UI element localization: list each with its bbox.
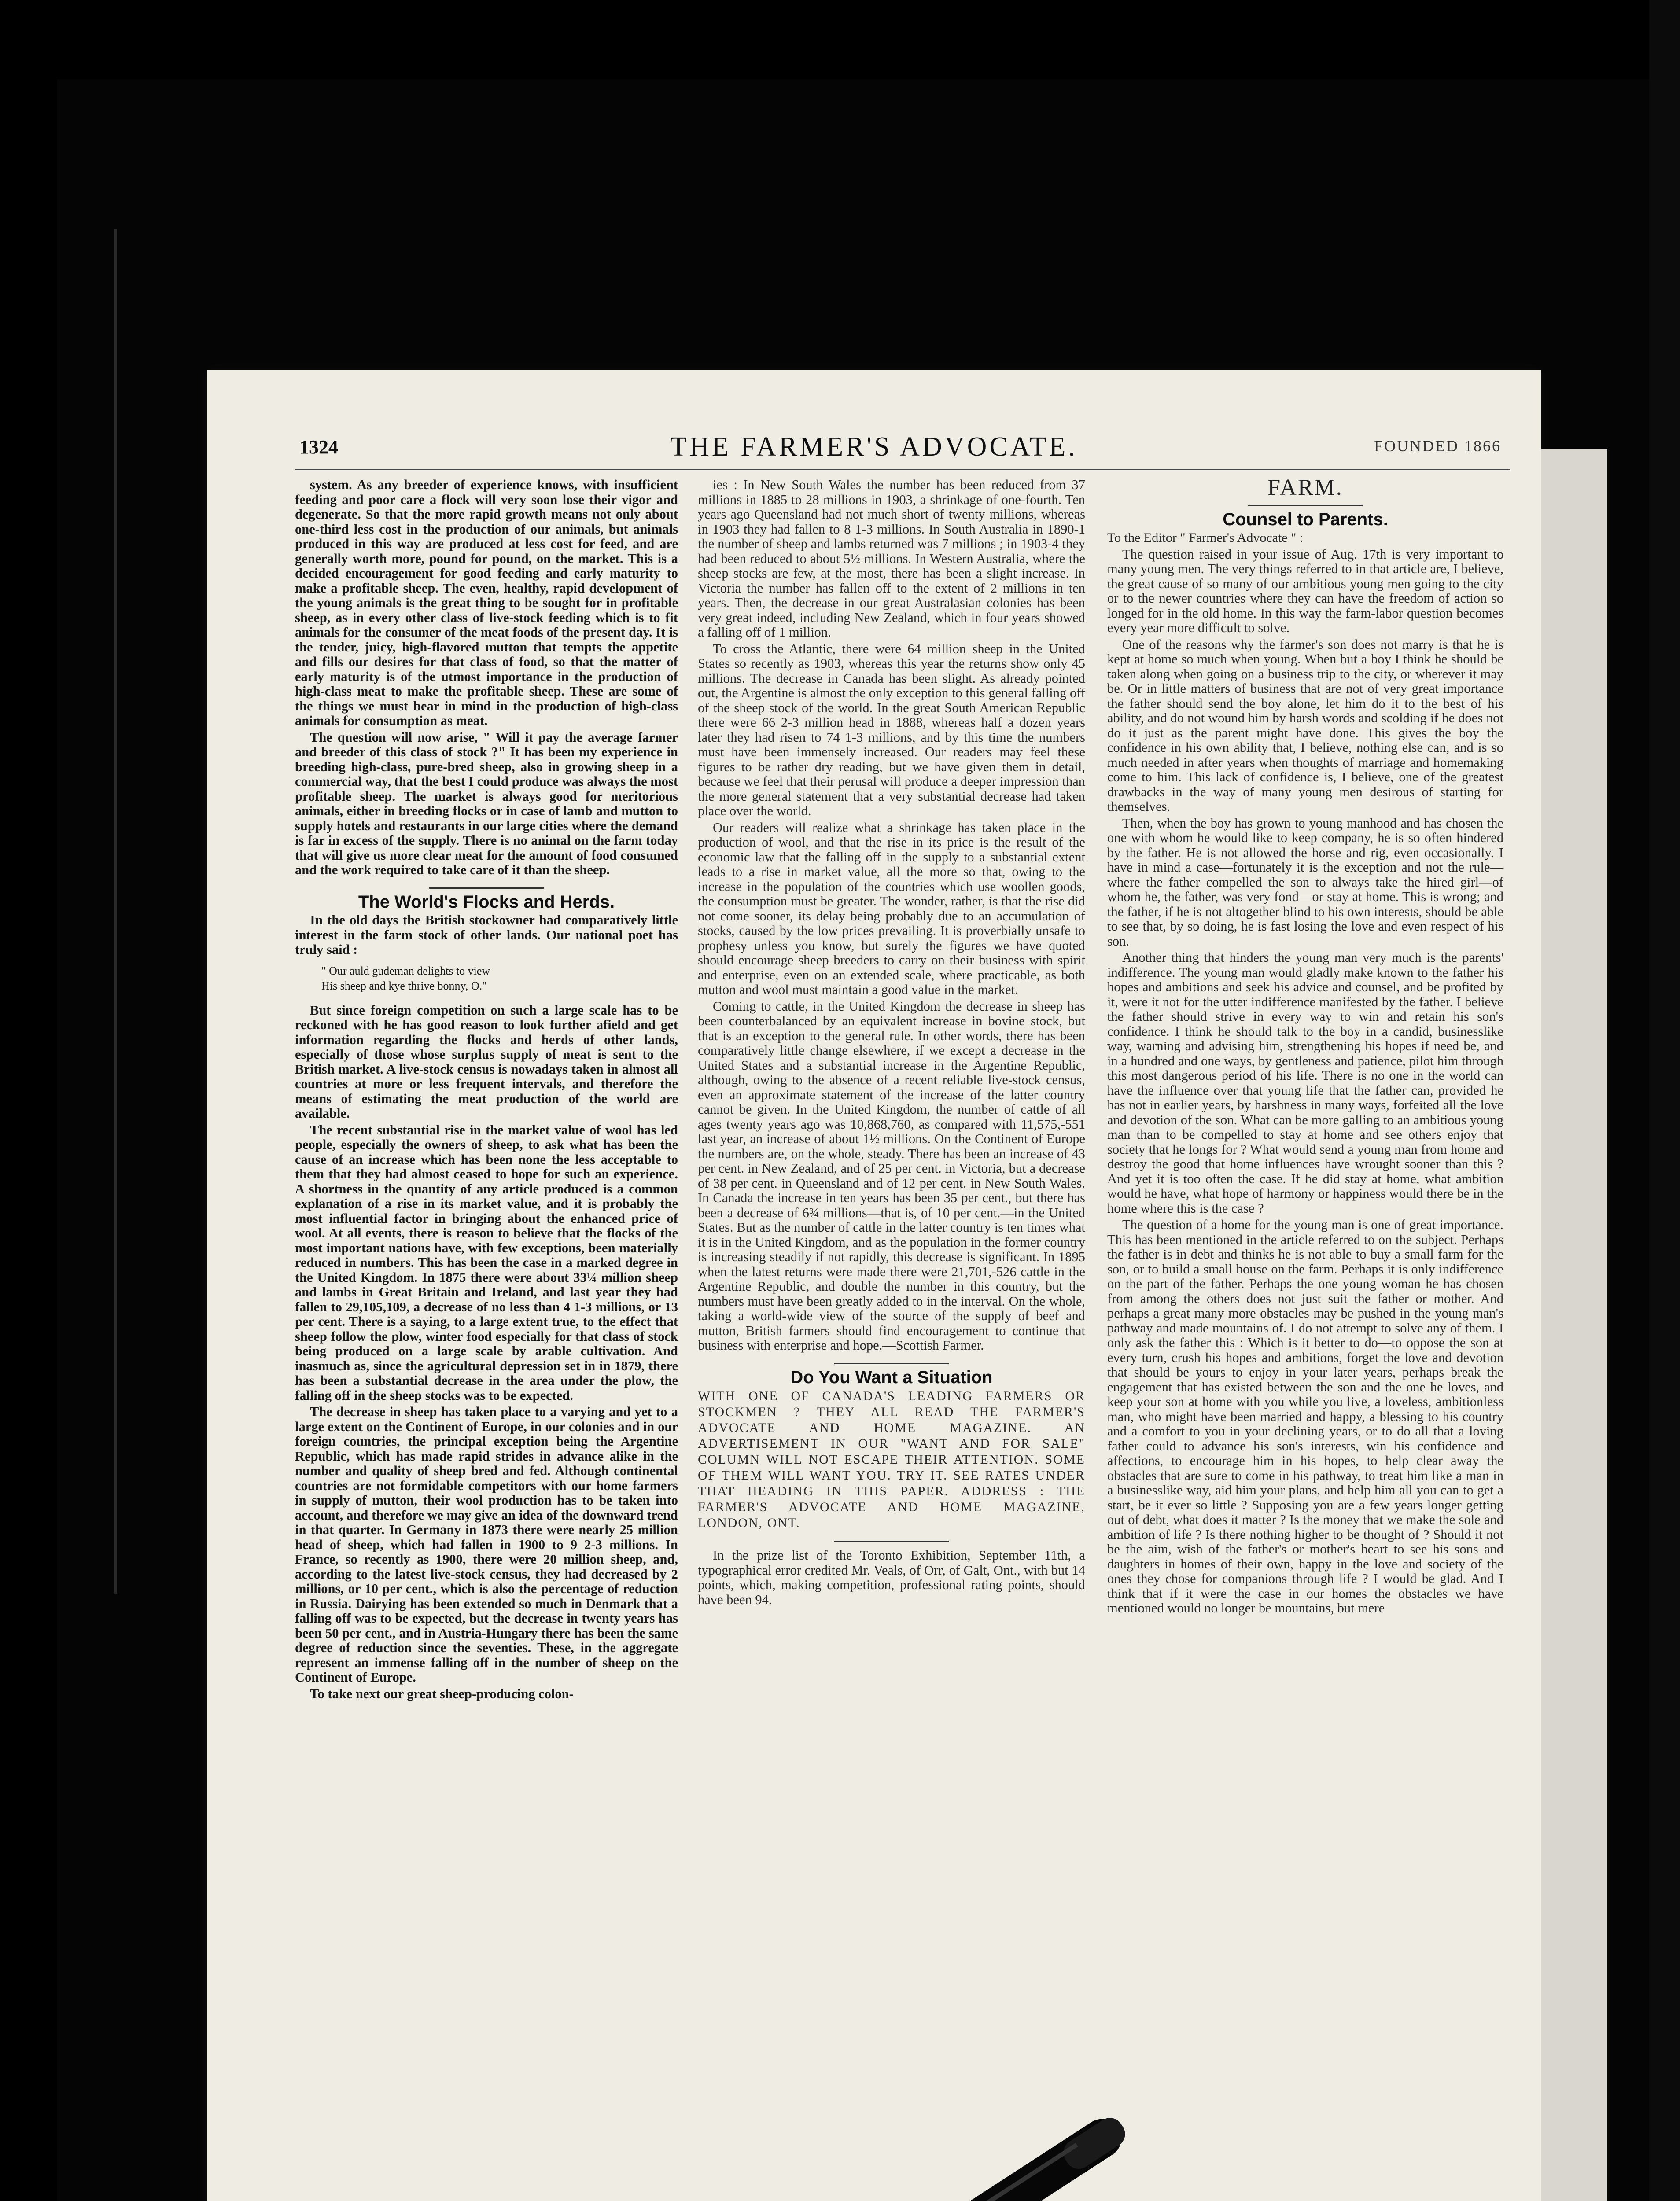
- paragraph: system. As any breeder of experience knows, with insufficient feeding and poor care a flock will very soon lose their vigor and degenerate. So that the more rapid growth means not only about one-third less cost in the production of our animals, but animals produced in this way are produced at less cost for feed, and are generally worth more, pound for pound, on the market. This is a decided encouragement for good feeding and early maturity to make a profitable sheep. The even, healthy, rapid development of the young animals is the great thing to be sought for in profitable sheep, as in every other class of live-stock feeding which is to fit animals for the consumer of the meat foods of the present day. It is the tender, juicy, high-flavored mutton that tempts the appetite and fills our desires for that class of food, so that the matter of early maturity is of the utmost importance in the production of high-class meat to make the profitable sheep. These are some of the things we must bear in mind in the production of high-class animals for consumption as meat.: [295, 477, 678, 728]
- advertisement-text: [698, 1388, 1085, 1531]
- poem-quote: [321, 964, 678, 994]
- paragraph: Coming to cattle, in the United Kingdom the decrease in sheep has been counterbalanced by an equivalent increase in bovine stock, but that is an exception to the general rule. In other words, there has been comparatively little change elsewhere, if we except a decrease in the United States and a substantial increase in the Argentine Republic, although, owing to the absence of a recent reliable live-stock census, even an approximate statement of the increase of the latter country cannot be given. In the United Kingdom, the number of cattle of all ages twenty years ago was 10,868,760, as compared with 11,575,-551 last year, an increase of about 1½ millions. On the Continent of Europe the numbers are, on the whole, steady. There has been an increase of 43 per cent. in New Zealand, and of 25 per cent. in Victoria, but a decrease of 38 per cent. in Queensland and of 12 per cent. in New South Wales. In Canada the increase in ten years has been 35 per cent., but there has been a decrease of 6¾ millions—that is, of 10 per cent.—in the United States. But as the number of cattle in the latter country is ten times what it is in the United Kingdom, and as the population in the former country is increasing steadily if not rapidly, this decrease is significant. In 1895 when the latest returns were made there were 21,701,-526 cattle in the Argentine Republic, and double the number in this country, but the numbers must have been greatly added to in the interval. On the whole, taking a world-wide view of the source of the supply of beef and mutton, British farmers should find encouragement to continue that business with enterprise and hope.—Scottish Farmer.: [698, 998, 1085, 1353]
- column-divider: [1248, 505, 1363, 506]
- film-top-band: [0, 0, 1680, 79]
- page-number: 1324: [299, 436, 338, 458]
- column-divider: [834, 1363, 949, 1364]
- advertisement-heading: Do You Want a Situation: [790, 1367, 993, 1387]
- column-divider: [429, 887, 544, 889]
- paragraph: WITH ONE OF CANADA'S LEADING FARMERS OR STOCKMEN ? THEY ALL READ THE FARMER'S ADVOCATE AND HOME MAGAZINE. AN ADVERTISEMENT IN OUR "WANT AND FOR SALE" COLUMN WILL NOT ESCAPE THEIR ATTENTION. SOME OF THEM WILL WANT YOU. TRY IT. SEE RATES UNDER THAT HEADING IN THIS PAPER. ADDRESS : THE FARMER'S ADVOCATE AND HOME MAGAZINE, LONDON, ONT.: [698, 1389, 1085, 1530]
- paragraph: The question raised in your issue of Aug. 17th is very important to many young men. The very things referred to in that article are, I believe, the great cause of so many of our ambitious young men going to the city or to the newer countries where they can have the freedom of action so longed for in the old home. In this way the farm-labor question becomes every year more difficult to solve.: [1107, 546, 1503, 635]
- poem-line: " Our auld gudeman delights to view: [321, 964, 490, 977]
- paragraph: To take next our great sheep-producing colon-: [310, 1686, 574, 1701]
- paragraph: But since foreign competition on such a large scale has to be reckoned with he has good reason to look further afield and get information regarding the flocks and herds of other lands, especially of those whose surplus supply of meat is sent to the British market. A live-stock census is nowadays taken in almost all countries at more or less frequent intervals, and therefore the means of estimating the meat production of the world are available.: [295, 1002, 678, 1121]
- film-edge-right: [1649, 0, 1680, 2201]
- newspaper-page: [207, 370, 1541, 2201]
- column-3: [1107, 475, 1503, 1618]
- paragraph: Our readers will realize what a shrinkage has taken place in the production of wool, and that the rise in its price is the result of the economic law that the falling off in the supply to a substantial extent leads to a rise in market value, all the more so that, owing to the increase in the population of the countries which use woollen goods, the consumption must be greater. The wonder, rather, is that the rise did not come sooner, its delay being probably due to an accumulation of stocks, caused by the low prices prevailing. It is proverbially unsafe to prophesy unless you know, but surely the figures we have quoted should encourage sheep breeders to carry on their business with spirit and enterprise, even on an extended scale, where practicable, as both mutton and wool must maintain a good value in the market.: [698, 820, 1085, 997]
- paper-title: THE FARMER'S ADVOCATE.: [670, 432, 1078, 462]
- paragraph: The question of a home for the young man is one of great importance. This has been mentioned in the article referred to on the subject. Perhaps the father is in debt and thinks he is not able to buy a small farm for the son, or to build a small house on the farm. Perhaps it is only indifference on the part of the father. Perhaps the one young woman he has chosen from among the others does not just suit the father or mother. And perhaps a great many more obstacles may be pushed in the young man's pathway and made mountains of. I do not attempt to solve any of them. I only ask the father this : Which is it better to do—to oppose the son at every turn, crush his hopes and ambitions, forget the love and devotion that should be yours to enjoy in your later years, perhaps break the engagement that has existed between the son and the one he loves, and keep your son at home with you while you live, a loveless, ambitionless man, who might have been married and happy, a blessing to his country and a comfort to you in your declining years, or to do all that a loving father could to advance his son's interests, win his confidence and affections, to encourage him in his hopes, to help clear away the obstacles that are sure to come in his pathway, to treat him like a man in a businesslike way, aid him your plans, and help him all you can to get a start, be it ever so little ? Supposing you are a few years longer getting out of debt, what does it matter ? Is the money that we make the sole and ambition of life ? Is there nothing higher to be thought of ? Should it not be the aim, wish of the father's or mother's heart to see his sons and daughters in homes of their own, happy in the love and society of the ones they chose for companions through life ? I would be glad. And I think that if it were the case in our homes the obstacles we have mentioned would no longer be mountains, but mere: [1107, 1217, 1503, 1616]
- founded-note: FOUNDED 1866: [1374, 437, 1501, 455]
- paragraph: To cross the Atlantic, there were 64 million sheep in the United States so recently as 1903, whereas this year the returns show only 45 millions. The decrease in Canada has been slight. As already pointed out, the Argentine is almost the only exception to this general falling off of the sheep stock of the world. In the great South American Republic there were 66 2-3 million head in 1888, whereas half a dozen years later they had risen to 74 1-3 millions, and by this time the numbers must have been immensely increased. Our readers may feel these figures to be rather dry reading, but we have given them in detail, because we feel that their perusal will produce a deeper impression than the more general statement that a very substantial decrease had taken place over the world.: [698, 641, 1085, 818]
- paragraph: Then, when the boy has grown to young manhood and has chosen the one with whom he would like to keep company, he is so often hindered by the father. He is not allowed the horse and rig, even occasionally. I have in mind a case—fortunately it is the exception and not the rule—where the father compelled the son to always take the hired girl—of whom he, the father, was very fond—or stay at home. This is wrong; and the father, if he is not altogether blind to his own interests, should be able to see that, by so doing, he is fast losing the love and even respect of his son.: [1107, 815, 1503, 949]
- adjacent-page-edge: [1541, 449, 1607, 2201]
- section-heading: FARM.: [1267, 475, 1343, 500]
- film-scratch: [114, 229, 117, 1594]
- column-divider: [834, 1541, 949, 1542]
- paragraph: Another thing that hinders the young man very much is the parents' indifference. The young man would gladly make known to the father his hopes and ambitions and seek his advice and counsel, and be profited by it, were it not for the utter indifference manifested by the father. I believe the father should strive in every way to win and retain his son's confidence. I think he should talk to the boy in a candid, businesslike way, warning and advising him, strengthening his hopes if need be, and in a hundred and one ways, by gentleness and patience, pilot him through this most dangerous period of his life. There is no one in the world can have the influence over that young life that the father can, provided he has not in earlier years, by harshness in many ways, forfeited all the love and devotion of the son. What can be more galling to an ambitious young man than to be compelled to stay at home and see others enjoy that society that he longs for ? What would send a young man from home and destroy the good that home influences have wrought sooner than this ? And yet it is too often the case. If he did stay at home, what ambition would he have, what hope of harmony or happiness would there be in the home where this is the case ?: [1107, 950, 1503, 1216]
- column-2: [698, 478, 1085, 1609]
- film-edge-left: [0, 0, 57, 2201]
- article-heading: Counsel to Parents.: [1223, 509, 1388, 529]
- paragraph: The question will now arise, " Will it pay the average farmer and breeder of this class of stock ?" It has been my experience in breeding high-class, pure-bred sheep, also in growing sheep in a commercial way, that the best I could produce was always the most profitable sheep. The market is always good for meritorious animals, either in breeding flocks or in case of lamb and mutton to supply hotels and restaurants in our large cities where the demand is far in excess of the supply. There is no animal on the farm today that will give us more clear meat for the amount of food consumed and the work required to take care of it than the sheep.: [295, 729, 678, 877]
- paragraph: One of the reasons why the farmer's son does not marry is that he is kept at home so much when young. When but a boy I think he should be taken along when going on a business trip to the city, or wherever it may be. Or in little matters of business that are not of very great importance the father should send the boy alone, let him do it to the best of his ability, and do not wound him by harsh words and scolding if he does not do it just as the parent might have done. This gives the boy the confidence in his own ability that, I believe, nothing else can, and is so much needed in after years when thoughts of marriage and homemaking come to him. This lack of confidence is, I believe, one of the greatest drawbacks in the way of many young men desirous of starting for themselves.: [1107, 637, 1503, 814]
- salutation: To the Editor " Farmer's Advocate " :: [1107, 530, 1304, 545]
- header-rule: [295, 469, 1510, 470]
- paragraph: The recent substantial rise in the market value of wool has led people, especially the owners of sheep, to ask what has been the cause of an increase which has been none the less acceptable to them that they had almost ceased to hope for such an experience. A shortness in the quantity of any article produced is a common explanation of a rise in its market value, and it is probably the most influential factor in bringing about the enhanced price of wool. At all events, there is reason to believe that the flocks of the most important nations have, with few exceptions, been materially reduced in numbers. This has been the case in a marked degree in the United Kingdom. In 1875 there were about 33¼ million sheep and lambs in Great Britain and Ireland, and last year they had fallen to 29,105,109, a decrease of no less than 4 1-3 millions, or 13 per cent. There is a saying, to a large extent true, to the effect that sheep follow the plow, winter food especially for that class of stock being produced on a large scale by arable cultivation. And inasmuch as, since the agricultural depression set in in 1879, there has been a substantial decrease in the area under the plow, the falling off in the sheep stocks was to be expected.: [295, 1122, 678, 1403]
- column-1: [295, 478, 678, 1703]
- paragraph: ies : In New South Wales the number has been reduced from 37 millions in 1885 to 28 millions in 1903, a shrinkage of one-fourth. Ten years ago Queensland had not much short of twenty millions, whereas in 1903 they had fallen to 8 1-3 millions. In South Australia in 1890-1 the number of sheep and lambs returned was 7 millions ; in 1903-4 they had been reduced to about 5½ millions. In Western Australia, where the sheep stocks are few, at the most, there has been a slight increase. In Victoria the number has fallen off to the extent of 2 millions in ten years. Then, the decrease in our great Australasian colonies has been very great indeed, including New Zealand, which in four years showed a falling off of 1 million.: [698, 477, 1085, 640]
- paragraph: The decrease in sheep has taken place to a varying and yet to a large extent on the Continent of Europe, in our colonies and in our foreign countries, the principal exception being the Argentine Republic, which has made rapid strides in advance alike in the number and quality of sheep bred and fed. Although continental countries are not formidable competitors with our home farmers in supply of mutton, their wool production has to be taken into account, and therefore we may give an idea of the downward trend in that quarter. In Germany in 1873 there were nearly 25 million head of sheep, which had fallen in 1900 to 9 2-3 millions. In France, so recently as 1900, there were 20 million sheep, and, according to the latest live-stock census, they had decreased by 2 millions, or 10 per cent., which is also the percentage of reduction in Russia. Dairying has been extended so much in Denmark that a falling off was to be expected, but the decrease in twenty years has been 50 per cent., and in Austria-Hungary there has been the same degree of reduction since the seventies. These, in the aggregate represent an immense falling off in the number of sheep on the Continent of Europe.: [295, 1404, 678, 1685]
- paragraph: In the prize list of the Toronto Exhibition, September 11th, a typographical error credited Mr. Veals, of Orr, of Galt, Ont., with but 14 points, which, making competition, professional rating points, should have been 94.: [698, 1548, 1085, 1607]
- poem-line: His sheep and kye thrive bonny, O.": [321, 979, 487, 992]
- paragraph: In the old days the British stockowner had comparatively little interest in the farm stock of other lands. Our national poet has truly said :: [295, 913, 678, 957]
- article-heading: The World's Flocks and Herds.: [358, 892, 615, 912]
